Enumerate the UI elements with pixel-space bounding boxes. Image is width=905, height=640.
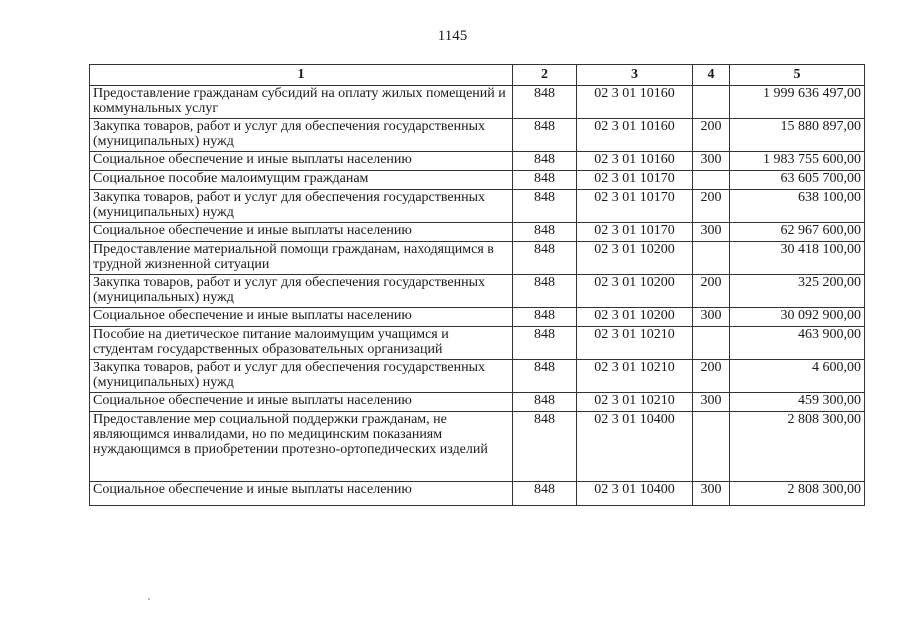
row-code-cell: 02 3 01 10400	[577, 482, 693, 506]
row-agency-cell: 848	[513, 412, 577, 482]
row-agency-cell: 848	[513, 308, 577, 327]
table-row	[90, 327, 865, 360]
table-row	[90, 308, 865, 327]
row-agency-cell: 848	[513, 360, 577, 393]
row-code-cell: 02 3 01 10170	[577, 190, 693, 223]
row-code-cell: 02 3 01 10170	[577, 171, 693, 190]
row-agency-cell: 848	[513, 223, 577, 242]
row-agency-cell: 848	[513, 86, 577, 119]
budget-table	[89, 64, 865, 506]
row-agency-cell: 848	[513, 482, 577, 506]
row-agency-cell: 848	[513, 171, 577, 190]
row-agency-cell: 848	[513, 152, 577, 171]
row-amount-cell: 463 900,00	[730, 327, 865, 360]
row-amount-cell: 62 967 600,00	[730, 223, 865, 242]
row-name-cell: Социальное обеспечение и иные выплаты населению	[90, 482, 513, 506]
column-header-code: 3	[577, 65, 693, 86]
row-code-cell: 02 3 01 10160	[577, 119, 693, 152]
row-agency-cell: 848	[513, 190, 577, 223]
table-row	[90, 223, 865, 242]
table-row	[90, 119, 865, 152]
row-name-cell: Пособие на диетическое питание малоимущим учащимся и студентам государственных образовательных организаций	[90, 327, 513, 360]
row-code-cell: 02 3 01 10170	[577, 223, 693, 242]
table-row	[90, 412, 865, 482]
row-name-cell: Социальное обеспечение и иные выплаты населению	[90, 152, 513, 171]
row-name-cell: Закупка товаров, работ и услуг для обеспечения государственных (муниципальных) нужд	[90, 119, 513, 152]
row-amount-cell: 63 605 700,00	[730, 171, 865, 190]
table-row	[90, 86, 865, 119]
row-code-cell: 02 3 01 10210	[577, 327, 693, 360]
row-amount-cell: 30 092 900,00	[730, 308, 865, 327]
table-row	[90, 393, 865, 412]
row-code-cell: 02 3 01 10210	[577, 393, 693, 412]
row-type-cell: 200	[693, 190, 730, 223]
scan-speck	[148, 598, 150, 600]
table-row	[90, 482, 865, 506]
table-row	[90, 275, 865, 308]
row-amount-cell: 1 983 755 600,00	[730, 152, 865, 171]
column-header-name: 1	[90, 65, 513, 86]
row-agency-cell: 848	[513, 393, 577, 412]
row-code-cell: 02 3 01 10400	[577, 412, 693, 482]
row-type-cell: 300	[693, 393, 730, 412]
row-amount-cell: 638 100,00	[730, 190, 865, 223]
table-row	[90, 171, 865, 190]
row-name-cell: Социальное обеспечение и иные выплаты населению	[90, 223, 513, 242]
row-type-cell	[693, 327, 730, 360]
row-amount-cell: 4 600,00	[730, 360, 865, 393]
table-header-row	[90, 65, 865, 86]
page-number: 1145	[437, 28, 468, 44]
row-type-cell: 300	[693, 308, 730, 327]
row-name-cell: Предоставление мер социальной поддержки гражданам, не являющимся инвалидами, но по медицинским показаниям нуждающимся в приобретении протезно-ортопедических изделий	[90, 412, 513, 482]
row-name-cell: Закупка товаров, работ и услуг для обеспечения государственных (муниципальных) нужд	[90, 190, 513, 223]
row-name-cell: Социальное обеспечение и иные выплаты населению	[90, 308, 513, 327]
row-code-cell: 02 3 01 10200	[577, 308, 693, 327]
row-code-cell: 02 3 01 10200	[577, 275, 693, 308]
row-name-cell: Закупка товаров, работ и услуг для обеспечения государственных (муниципальных) нужд	[90, 275, 513, 308]
row-amount-cell: 325 200,00	[730, 275, 865, 308]
row-name-cell: Предоставление гражданам субсидий на оплату жилых помещений и коммунальных услуг	[90, 86, 513, 119]
row-type-cell	[693, 86, 730, 119]
table-row	[90, 152, 865, 171]
column-header-agency: 2	[513, 65, 577, 86]
row-amount-cell: 15 880 897,00	[730, 119, 865, 152]
row-name-cell: Закупка товаров, работ и услуг для обеспечения государственных (муниципальных) нужд	[90, 360, 513, 393]
row-amount-cell: 2 808 300,00	[730, 482, 865, 506]
table-row	[90, 360, 865, 393]
row-agency-cell: 848	[513, 327, 577, 360]
row-agency-cell: 848	[513, 275, 577, 308]
row-type-cell: 200	[693, 119, 730, 152]
row-amount-cell: 2 808 300,00	[730, 412, 865, 482]
row-type-cell	[693, 171, 730, 190]
table-row	[90, 242, 865, 275]
table-row	[90, 190, 865, 223]
row-code-cell: 02 3 01 10200	[577, 242, 693, 275]
row-type-cell: 300	[693, 223, 730, 242]
column-header-type: 4	[693, 65, 730, 86]
row-name-cell: Предоставление материальной помощи гражданам, находящимся в трудной жизненной ситуации	[90, 242, 513, 275]
row-amount-cell: 30 418 100,00	[730, 242, 865, 275]
row-code-cell: 02 3 01 10160	[577, 86, 693, 119]
row-amount-cell: 459 300,00	[730, 393, 865, 412]
row-type-cell: 300	[693, 152, 730, 171]
row-code-cell: 02 3 01 10210	[577, 360, 693, 393]
row-agency-cell: 848	[513, 119, 577, 152]
row-type-cell	[693, 412, 730, 482]
row-type-cell: 200	[693, 360, 730, 393]
row-amount-cell: 1 999 636 497,00	[730, 86, 865, 119]
row-code-cell: 02 3 01 10160	[577, 152, 693, 171]
column-header-amount: 5	[730, 65, 865, 86]
row-type-cell	[693, 242, 730, 275]
row-name-cell: Социальное обеспечение и иные выплаты населению	[90, 393, 513, 412]
row-agency-cell: 848	[513, 242, 577, 275]
row-type-cell: 300	[693, 482, 730, 506]
row-name-cell: Социальное пособие малоимущим гражданам	[90, 171, 513, 190]
row-type-cell: 200	[693, 275, 730, 308]
